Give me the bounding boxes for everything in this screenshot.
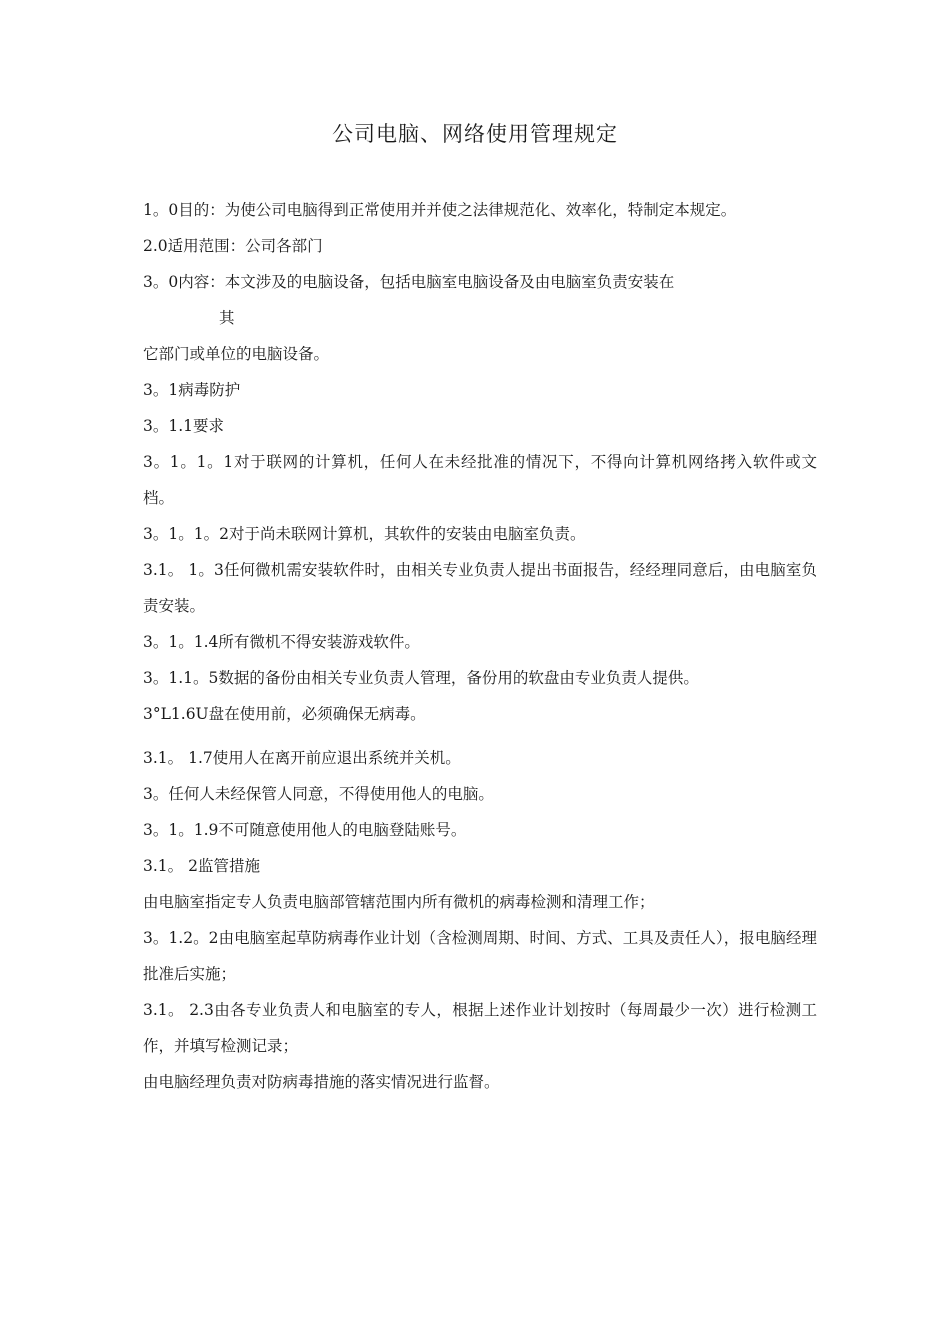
document-title: 公司电脑、网络使用管理规定 [332, 122, 618, 146]
paragraph-scope: 2.0适用范围：公司各部门 [143, 237, 323, 255]
heading-requirements: 3。1.1要求 [143, 417, 225, 435]
paragraph-gap [143, 732, 817, 740]
paragraph-rule-9: 3。1。1.9不可随意使用他人的电脑登陆账号。 [143, 821, 467, 839]
paragraph-content: 3。0内容：本文涉及的电脑设备，包括电脑室电脑设备及由电脑室负责安装在 [143, 273, 675, 291]
paragraph-rule-5: 3。1.1。5数据的备份由相关专业负责人管理，备份用的软盘由专业负责人提供。 [143, 669, 699, 687]
paragraph-measure-2: 3。1.2。2由电脑室起草防病毒作业计划（含检测周期、时间、方式、工具及责任人），报电脑经理批准后实施； [143, 929, 817, 983]
paragraph-rule-8: 3。任何人未经保管人同意，不得使用他人的电脑。 [143, 785, 494, 803]
paragraph-rule-3: 3.1。 1。3任何微机需安装软件时，由相关专业负责人提出书面报告，经经理同意后，由电脑室负责安装。 [143, 561, 817, 615]
heading-virus-protection: 3。1病毒防护 [143, 381, 241, 399]
heading-supervision: 3.1。 2监管措施 [143, 857, 260, 875]
paragraph-content-tail: 它部门或单位的电脑设备。 [143, 345, 330, 363]
paragraph-content-cont: 其 [219, 309, 235, 327]
paragraph-rule-7: 3.1。 1.7使用人在离开前应退出系统并关机。 [143, 749, 461, 767]
paragraph-purpose: 1。0目的：为使公司电脑得到正常使用并并使之法律规范化、效率化，特制定本规定。 [143, 201, 737, 219]
paragraph-measure-3: 3.1。 2.3由各专业负责人和电脑室的专人，根据上述作业计划按时（每周最少一次）进行检测工作，并填写检测记录； [143, 1001, 817, 1055]
paragraph-measure-1: 由电脑室指定专人负责电脑部管辖范围内所有微机的病毒检测和清理工作； [143, 893, 655, 911]
paragraph-rule-4: 3。1。1.4所有微机不得安装游戏软件。 [143, 633, 420, 651]
paragraph-rule-1: 3。1。1。1对于联网的计算机，任何人在未经批准的情况下，不得向计算机网络拷入软件或文档。 [143, 453, 817, 507]
paragraph-rule-6: 3°L1.6U盘在使用前，必须确保无病毒。 [143, 705, 426, 723]
document-body [143, 192, 817, 1100]
paragraph-rule-2: 3。1。1。2对于尚未联网计算机，其软件的安装由电脑室负责。 [143, 525, 586, 543]
paragraph-measure-4: 由电脑经理负责对防病毒措施的落实情况进行监督。 [143, 1073, 500, 1091]
